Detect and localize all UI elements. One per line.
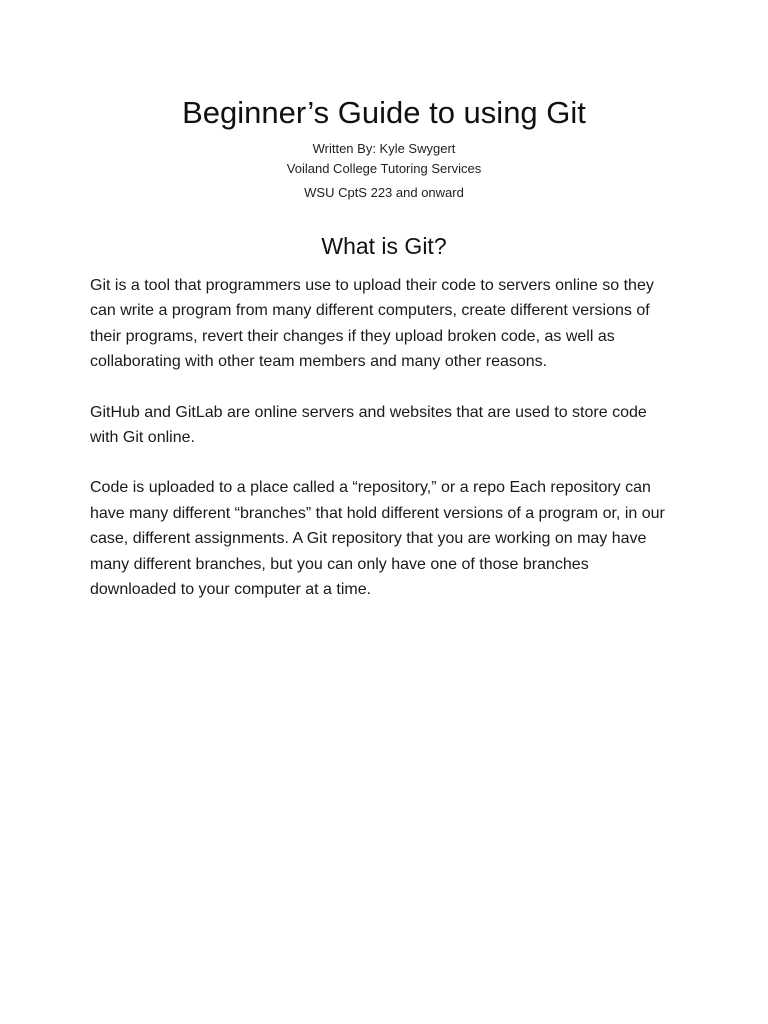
organization-line: Voiland College Tutoring Services [286, 161, 482, 176]
document-title: Beginner’s Guide to using Git [182, 95, 586, 130]
paragraph-repository: Code is uploaded to a place called a “repository,” or a repo Each repository can have many different “branches” that hold different versions of a program or, in our case, different assignments. A Git repository that you are working on may have many different branches, but you can only have one of those branches downloaded to your computer at a time. [90, 479, 665, 599]
paragraph-github-gitlab: GitHub and GitLab are online servers and websites that are used to store code with Git online. [90, 403, 647, 447]
course-line: WSU CptS 223 and onward [304, 185, 464, 200]
author-line: Written By: Kyle Swygert [312, 141, 456, 156]
paragraph-what-is-git: Git is a tool that programmers use to upload their code to servers online so they can write a program from many different computers, create different versions of their programs, revert their changes if they upload broken code, as well as collaborating with other team members and many other reasons. [90, 277, 654, 371]
document-meta [90, 139, 678, 203]
section-heading: What is Git? [321, 233, 447, 259]
